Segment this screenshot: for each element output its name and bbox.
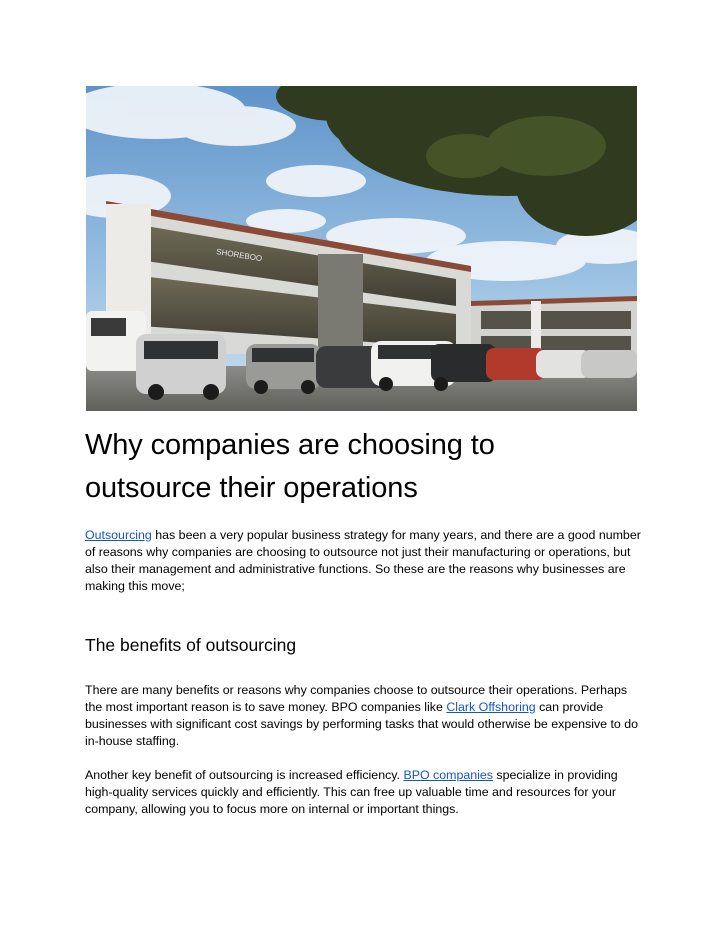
office-building-photo-icon <box>86 86 637 411</box>
intro-paragraph <box>85 527 641 595</box>
building-sign: SHOREBOO <box>215 247 263 264</box>
hero-photo <box>86 86 637 411</box>
efficiency-paragraph <box>85 767 641 818</box>
efficiency-text-after: specialize in providing high-quality services quickly and efficiently. This can free up valuable time and resources for your company, allowing you to focus more on internal or important things. <box>85 768 618 816</box>
title-line-2: outsource their operations <box>85 472 418 504</box>
bpo-companies-link[interactable]: BPO companies <box>403 768 493 782</box>
outsourcing-link[interactable]: Outsourcing <box>85 528 152 542</box>
title-line-1: Why companies are choosing to <box>85 429 495 461</box>
efficiency-text-before: Another key benefit of outsourcing is increased efficiency. <box>85 768 404 782</box>
benefits-text-after: can provide businesses with significant cost savings by performing tasks that would otherwise be expensive to do in-house staffing. <box>85 700 639 748</box>
page-title <box>85 424 645 510</box>
benefits-text-before: There are many benefits or reasons why companies choose to outsource their operations. Perhaps the most important reason is to save money. BPO companies like <box>85 683 628 714</box>
clark-offshoring-link[interactable]: Clark Offshoring <box>446 700 536 714</box>
intro-text: has been a very popular business strategy for many years, and there are a good number of reasons why companies are choosing to outsource not just their manufacturing or operations, but also their management and administrative functions. So these are the reasons why businesses are making this move; <box>85 528 641 593</box>
benefits-paragraph <box>85 682 641 750</box>
section-heading: The benefits of outsourcing <box>85 635 297 655</box>
